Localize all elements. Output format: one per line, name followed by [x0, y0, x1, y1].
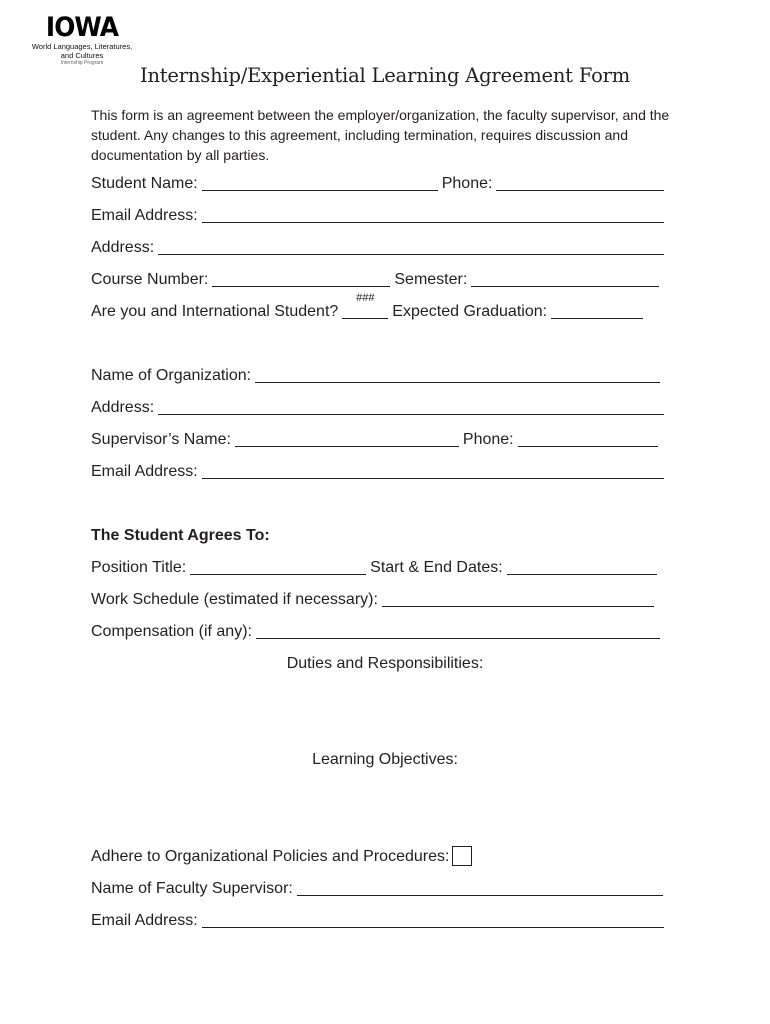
organization-email-row	[91, 459, 664, 481]
international-student-field[interactable]	[342, 292, 388, 319]
start-end-dates-field[interactable]	[507, 557, 657, 575]
faculty-email-field[interactable]	[202, 910, 664, 928]
expected-graduation-field[interactable]	[551, 301, 643, 319]
faculty-supervisor-label: Name of Faculty Supervisor:	[91, 880, 293, 897]
international-student-label: Are you and International Student?	[91, 303, 339, 320]
student-name-field[interactable]	[202, 173, 438, 191]
student-agrees-heading: The Student Agrees To:	[91, 527, 270, 544]
university-logo	[27, 14, 137, 67]
work-schedule-row	[91, 587, 654, 609]
intro-paragraph: This form is an agreement between the employer/organization, the faculty supervisor, and the student. Any changes to this agreement, including termination, requires discussion and documentation by all parties.	[91, 107, 670, 163]
international-row	[91, 292, 643, 321]
position-row	[91, 555, 657, 577]
logo-department-line1: World Languages, Literatures,	[31, 42, 133, 51]
organization-address-label: Address:	[91, 399, 155, 416]
policies-checkbox[interactable]	[452, 846, 472, 866]
organization-name-field[interactable]	[255, 365, 660, 383]
semester-label: Semester:	[394, 271, 468, 288]
faculty-supervisor-row	[91, 876, 663, 898]
supervisor-phone-field[interactable]	[518, 429, 658, 447]
faculty-email-row	[91, 908, 664, 930]
organization-name-label: Name of Organization:	[91, 367, 252, 384]
semester-field[interactable]	[471, 269, 659, 287]
logo-wordmark: IOWA	[45, 12, 119, 43]
international-student-value: ###	[356, 292, 375, 304]
form-title: Internship/Experiential Learning Agreement Form	[139, 64, 631, 87]
supervisor-name-field[interactable]	[235, 429, 459, 447]
faculty-supervisor-field[interactable]	[297, 878, 663, 896]
student-address-row	[91, 235, 664, 257]
compensation-field[interactable]	[256, 621, 660, 639]
compensation-label: Compensation (if any):	[91, 623, 252, 640]
student-phone-label: Phone:	[441, 175, 493, 192]
work-schedule-field[interactable]	[382, 589, 654, 607]
student-email-field[interactable]	[202, 205, 664, 223]
supervisor-row	[91, 427, 658, 449]
student-name-row	[91, 171, 664, 193]
course-row	[91, 267, 659, 289]
logo-department-line2: and Cultures	[60, 51, 104, 60]
student-name-label: Student Name:	[91, 175, 198, 192]
course-number-field[interactable]	[212, 269, 390, 287]
organization-email-label: Email Address:	[91, 463, 198, 480]
student-address-field[interactable]	[158, 237, 664, 255]
duties-responsibilities-label: Duties and Responsibilities:	[286, 655, 484, 672]
compensation-row	[91, 619, 660, 641]
logo-program: Internship Program	[60, 60, 104, 66]
organization-name-row	[91, 363, 660, 385]
organization-address-row	[91, 395, 664, 417]
student-address-label: Address:	[91, 239, 155, 256]
supervisor-phone-label: Phone:	[462, 431, 514, 448]
start-end-dates-label: Start & End Dates:	[370, 559, 503, 576]
faculty-email-label: Email Address:	[91, 912, 198, 929]
organization-address-field[interactable]	[158, 397, 664, 415]
student-email-row	[91, 203, 664, 225]
organization-email-field[interactable]	[202, 461, 664, 479]
supervisor-name-label: Supervisor’s Name:	[91, 431, 231, 448]
position-title-label: Position Title:	[91, 559, 187, 576]
policies-row	[91, 844, 472, 866]
expected-graduation-label: Expected Graduation:	[392, 303, 548, 320]
course-number-label: Course Number:	[91, 271, 209, 288]
position-title-field[interactable]	[190, 557, 366, 575]
learning-objectives-label: Learning Objectives:	[312, 751, 458, 768]
work-schedule-label: Work Schedule (estimated if necessary):	[91, 591, 378, 608]
student-email-label: Email Address:	[91, 207, 198, 224]
student-phone-field[interactable]	[496, 173, 664, 191]
policies-label: Adhere to Organizational Policies and Procedures:	[91, 848, 450, 865]
